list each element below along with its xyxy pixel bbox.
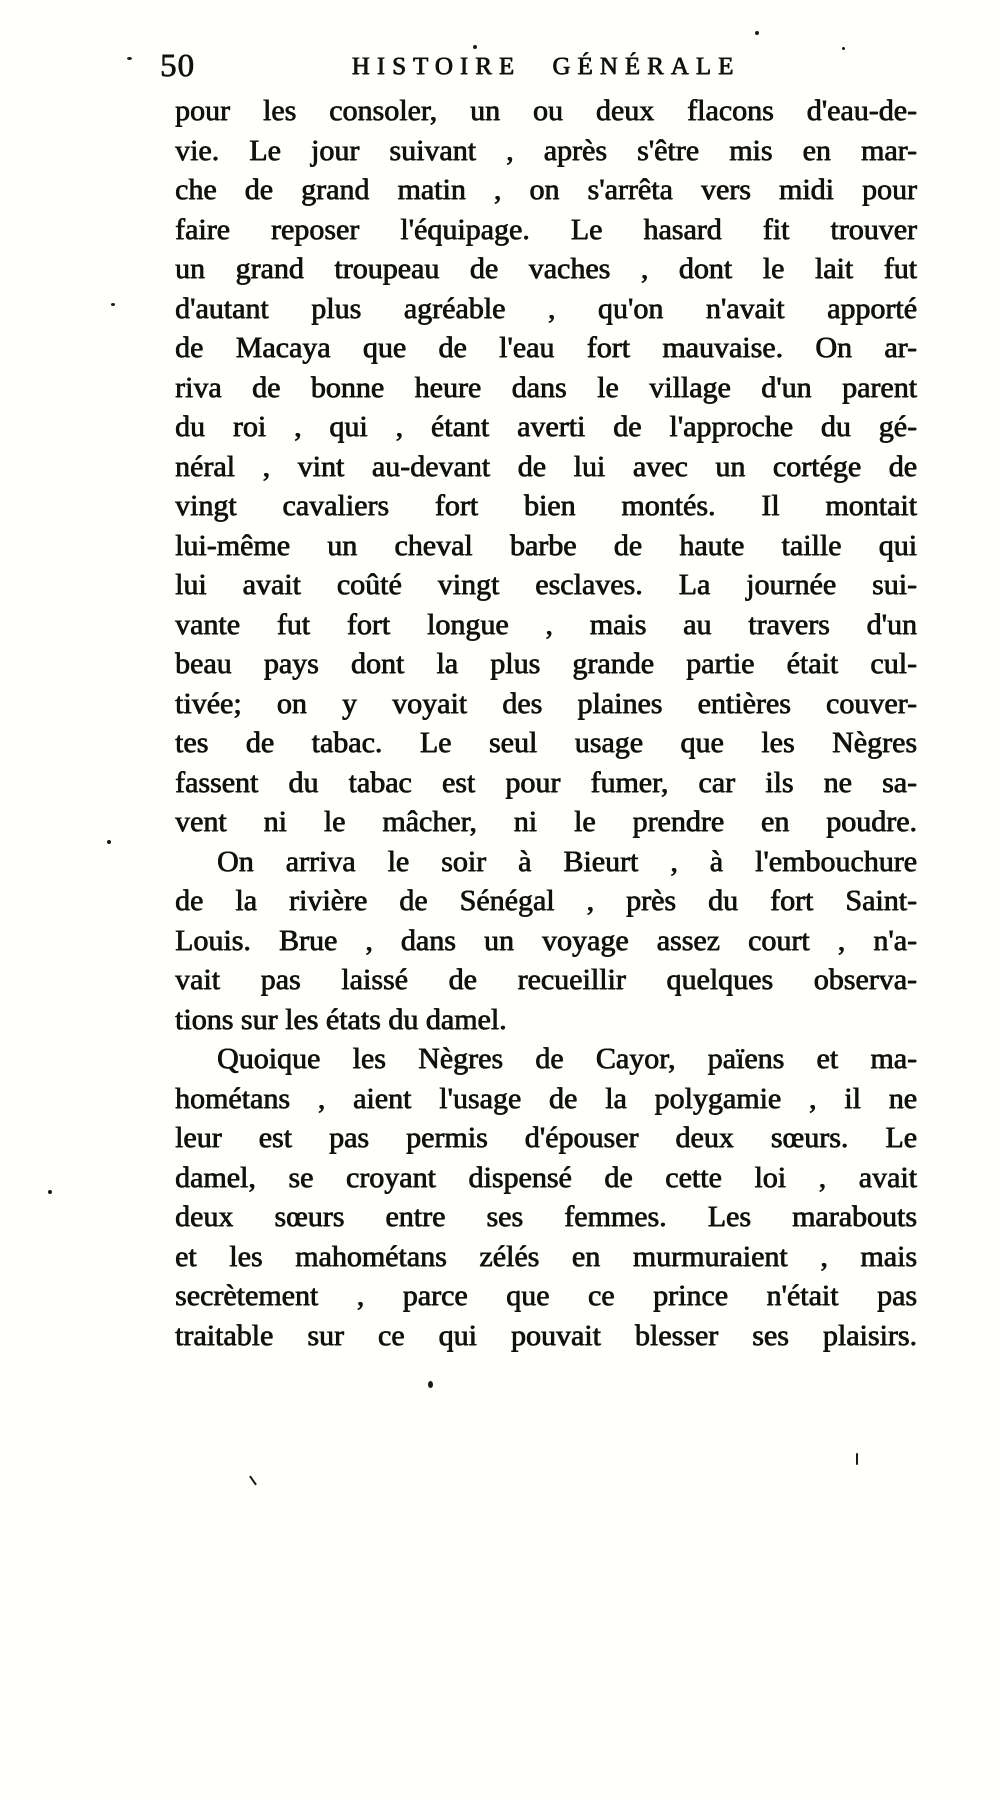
text-line: de la rivière de Sénégal , près du fort Saint- bbox=[175, 884, 917, 917]
ink-speck bbox=[856, 1453, 858, 1465]
text-line: de Macaya que de l'eau fort mauvaise. On ar- bbox=[175, 331, 917, 364]
text-line: deux sœurs entre ses femmes. Les marabouts bbox=[175, 1200, 917, 1233]
paragraph bbox=[175, 91, 917, 842]
text-line: vie. Le jour suivant , après s'être mis en mar- bbox=[175, 133, 917, 167]
text-line: traitable sur ce qui pouvait blesser ses plaisirs. bbox=[175, 1318, 917, 1352]
text-line: riva de bonne heure dans le village d'un parent bbox=[175, 370, 917, 404]
ink-speck bbox=[473, 45, 477, 49]
ink-speck bbox=[48, 1190, 52, 1194]
ink-speck bbox=[755, 31, 759, 35]
text-line: hométans , aient l'usage de la polygamie , il ne bbox=[175, 1081, 917, 1115]
running-title: HISTOIRE GÉNÉRALE bbox=[351, 53, 741, 80]
text-line: Quoique les Nègres de Cayor, païens et ma- bbox=[217, 1042, 917, 1075]
text-line: vante fut fort longue , mais au travers d'un bbox=[175, 607, 917, 641]
paragraph bbox=[175, 842, 917, 1040]
ink-speck bbox=[107, 840, 111, 844]
ink-speck bbox=[127, 57, 132, 60]
text-line: un grand troupeau de vaches , dont le lait fut bbox=[175, 252, 917, 285]
text-line: vent ni le mâcher, ni le prendre en poudre. bbox=[175, 805, 917, 838]
text-line: beau pays dont la plus grande partie était cul- bbox=[175, 647, 917, 680]
paragraph bbox=[175, 1039, 917, 1355]
text-line: tions sur les états du damel. bbox=[175, 1002, 507, 1036]
text-line: secrètement , parce que ce prince n'était pas bbox=[175, 1279, 917, 1312]
text-line: vait pas laissé de recueillir quelques observa- bbox=[175, 963, 917, 996]
text-line: Louis. Brue , dans un voyage assez court , n'a- bbox=[175, 923, 917, 957]
text-line: d'autant plus agréable , qu'on n'avait apporté bbox=[175, 291, 917, 325]
text-line: leur est pas permis d'épouser deux sœurs. Le bbox=[175, 1121, 917, 1154]
text-line: néral , vint au-devant de lui avec un cortége de bbox=[175, 449, 917, 483]
ink-speck bbox=[428, 1381, 433, 1388]
text-line: du roi , qui , étant averti de l'approche du gé- bbox=[175, 410, 917, 443]
ink-speck bbox=[249, 1475, 257, 1485]
text-line: che de grand matin , on s'arrêta vers midi pour bbox=[175, 173, 917, 206]
text-line: tes de tabac. Le seul usage que les Nègres bbox=[175, 726, 917, 759]
text-line: pour les consoler, un ou deux flacons d'eau-de- bbox=[175, 94, 917, 127]
text-line: faire reposer l'équipage. Le hasard fit trouver bbox=[175, 212, 917, 246]
text-line: On arriva le soir à Bieurt , à l'embouchure bbox=[217, 844, 917, 878]
text-line: tivée; on y voyait des plaines entières couver- bbox=[175, 686, 917, 720]
text-line: fassent du tabac est pour fumer, car ils ne sa- bbox=[175, 765, 917, 799]
text-line: lui avait coûté vingt esclaves. La journée sui- bbox=[175, 568, 917, 601]
text-line: damel, se croyant dispensé de cette loi , avait bbox=[175, 1160, 917, 1194]
text-line: et les mahométans zélés en murmuraient , mais bbox=[175, 1239, 917, 1273]
text-line: vingt cavaliers fort bien montés. Il montait bbox=[175, 489, 917, 522]
text-line: lui-même un cheval barbe de haute taille qui bbox=[175, 528, 917, 562]
ink-speck bbox=[111, 303, 115, 306]
page-number: 50 bbox=[160, 48, 195, 84]
text-block bbox=[175, 91, 917, 1355]
ink-speck bbox=[842, 47, 845, 50]
